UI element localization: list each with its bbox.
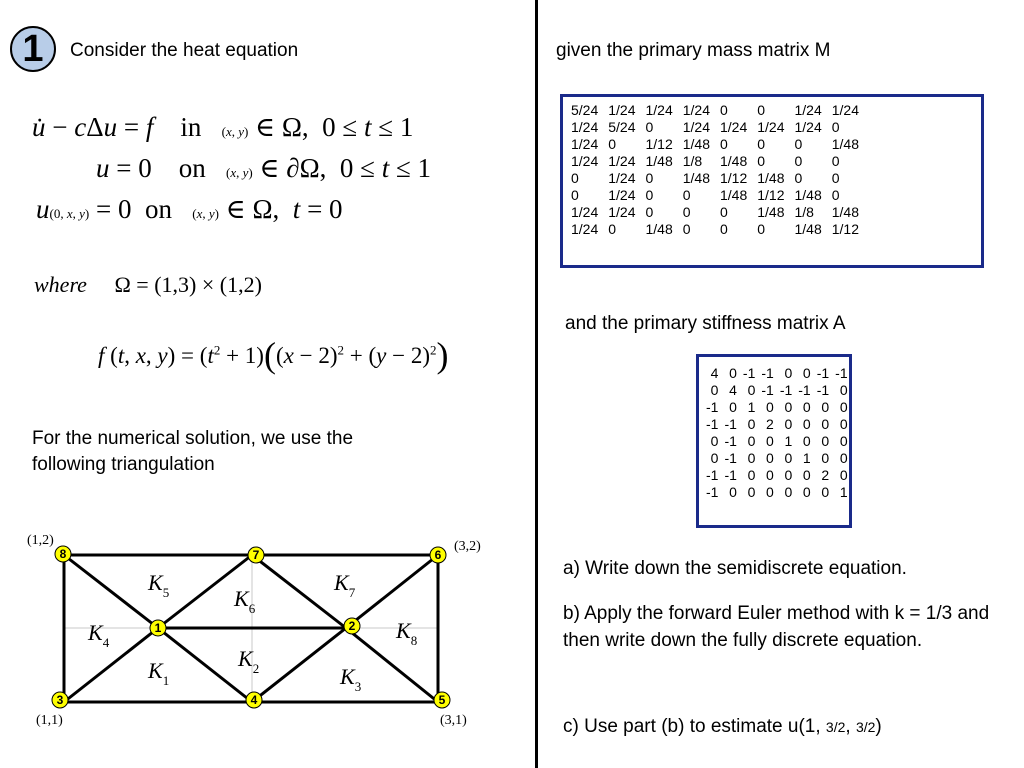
mass-matrix-cell: 0	[682, 221, 691, 237]
svg-text:7: 7	[252, 548, 260, 562]
stiffness-matrix-cell: 0	[802, 433, 811, 449]
mass-matrix-cell: 1/12	[757, 187, 785, 203]
node-4	[246, 692, 262, 708]
mass-matrix-row	[566, 102, 864, 119]
mass-matrix-cell: 1/24	[571, 153, 599, 169]
intro-text: Consider the heat equation	[70, 40, 299, 61]
stiffness-matrix-row	[703, 365, 851, 382]
stiffness-matrix-cell: -1	[742, 365, 756, 381]
node-7	[248, 547, 264, 563]
svg-text:3: 3	[56, 693, 64, 707]
stiffness-matrix-cell: 0	[821, 484, 830, 500]
mass-matrix-cell: 1/48	[831, 204, 859, 220]
column-divider	[535, 0, 538, 768]
node-3	[52, 692, 68, 708]
svg-text:1: 1	[154, 621, 162, 635]
mass-matrix-cell: 0	[571, 187, 579, 203]
triangulation-mesh	[20, 528, 500, 738]
stiffness-matrix-cell: -1	[724, 416, 737, 432]
mass-matrix-cell: 0	[757, 102, 766, 118]
stiffness-matrix-cell: -1	[761, 365, 774, 381]
stiffness-matrix-cell: -1	[816, 382, 830, 398]
stiffness-matrix-cell: 0	[784, 467, 793, 483]
mass-matrix-cell: 1/24	[794, 102, 822, 118]
stiffness-matrix-cell: 0	[802, 484, 811, 500]
stiffness-matrix-cell: 0	[839, 416, 848, 432]
mass-matrix-cell: 0	[645, 187, 654, 203]
mass-matrix-cell: 1/12	[720, 170, 748, 186]
mass-matrix-cell: 0	[682, 187, 691, 203]
stiffness-matrix-cell: -1	[706, 484, 719, 500]
stiffness-matrix-cell: 0	[839, 433, 848, 449]
equation-pde: u̇ − cΔu = f in (x, y) ∈ Ω, 0 ≤ t ≤ 1	[32, 112, 414, 142]
mass-matrix-cell: 0	[831, 153, 840, 169]
stiffness-matrix-row	[703, 416, 851, 433]
stiffness-matrix-cell: -1	[798, 382, 811, 398]
stiffness-matrix-cell: -1	[835, 365, 848, 381]
stiffness-matrix-cell: 0	[821, 433, 830, 449]
svg-text:2: 2	[348, 619, 356, 633]
mass-matrix-cell: 1/24	[608, 187, 636, 203]
stiffness-matrix-cell: 1	[839, 484, 848, 500]
domain-definition: where Ω = (1,3) × (1,2)	[34, 272, 262, 297]
node-8	[55, 546, 71, 562]
mass-matrix-row	[566, 204, 864, 221]
stiffness-matrix-cell: 0	[802, 416, 811, 432]
corner-label-br: (3,1)	[440, 713, 467, 728]
mass-matrix-cell: 1/48	[720, 187, 748, 203]
mass-matrix-cell: 1/24	[571, 119, 599, 135]
mass-matrix-cell: 0	[794, 170, 803, 186]
stiffness-matrix-cell: 0	[821, 416, 830, 432]
corner-label-tr: (3,2)	[454, 539, 481, 554]
mass-matrix-cell: 1/48	[645, 153, 673, 169]
mass-matrix-label: given the primary mass matrix M	[556, 40, 831, 61]
stiffness-matrix-cell: -1	[816, 365, 830, 381]
equation-initial: u(0, x, y) = 0 on (x, y) ∈ Ω, t = 0	[36, 194, 343, 224]
stiffness-matrix-row	[703, 399, 851, 416]
mass-matrix-cell: 0	[831, 119, 840, 135]
svg-text:5: 5	[438, 693, 446, 707]
mass-matrix-row	[566, 221, 864, 238]
stiffness-matrix-cell: 0	[766, 433, 774, 449]
mass-matrix-row	[566, 170, 864, 187]
mass-matrix-cell: 0	[794, 153, 803, 169]
stiffness-matrix-cell: 0	[747, 416, 756, 432]
mass-matrix-cell: 1/12	[831, 221, 859, 237]
node-1	[150, 620, 166, 636]
stiffness-matrix-cell: 0	[766, 399, 774, 415]
stiffness-matrix-cell: -1	[724, 450, 737, 466]
mass-matrix-cell: 1/24	[571, 204, 599, 220]
stiffness-matrix-cell: 0	[747, 484, 756, 500]
stiffness-matrix-cell: 1	[747, 399, 756, 415]
stiffness-matrix-cell: 0	[802, 365, 811, 381]
stiffness-matrix-cell: 0	[784, 450, 793, 466]
mass-matrix-cell: 0	[645, 170, 654, 186]
element-label-k1: $K_1$	[148, 658, 170, 688]
stiffness-matrix-cell: 0	[802, 467, 811, 483]
stiffness-matrix-cell: 0	[747, 433, 756, 449]
mass-matrix-cell: 0	[608, 221, 617, 237]
mass-matrix-cell: 0	[720, 136, 728, 152]
stiffness-matrix-cell: -1	[724, 467, 737, 483]
mass-matrix-cell: 1/24	[608, 153, 636, 169]
stiffness-matrix-cell: -1	[724, 433, 737, 449]
question-c	[563, 713, 882, 741]
mass-matrix-cell: 5/24	[608, 119, 636, 135]
stiffness-matrix-cell: 0	[839, 450, 848, 466]
stiffness-matrix-cell: 0	[729, 365, 737, 381]
mass-matrix-cell: 1/24	[645, 102, 673, 118]
stiffness-matrix-cell: 4	[729, 382, 737, 398]
mass-matrix-row	[566, 119, 864, 136]
mass-matrix-cell: 1/48	[645, 221, 673, 237]
question-b: b) Apply the forward Euler method with k = 1/3 and then write down the fully discrete equation.	[563, 603, 990, 651]
stiffness-matrix-row	[703, 433, 851, 450]
stiffness-matrix-cell: 0	[839, 382, 848, 398]
stiffness-matrix-cell: 1	[784, 433, 793, 449]
stiffness-matrix-cell: 0	[784, 365, 793, 381]
corner-label-bl: (1,1)	[36, 713, 63, 728]
equation-boundary: u = 0 on (x, y) ∈ ∂Ω, 0 ≤ t ≤ 1	[96, 153, 432, 183]
mass-matrix-cell: 1/24	[608, 170, 636, 186]
stiffness-matrix-cell: -1	[779, 382, 793, 398]
stiffness-matrix-cell: 0	[839, 467, 848, 483]
stiffness-matrix-cell: 0	[766, 450, 774, 466]
mass-matrix-cell: 1/8	[682, 153, 703, 169]
mass-matrix-cell: 0	[608, 136, 617, 152]
stiffness-matrix-cell: 0	[784, 416, 793, 432]
mass-matrix-cell: 1/48	[831, 136, 859, 152]
mass-matrix-cell: 1/48	[757, 170, 785, 186]
mass-matrix-cell: 0	[757, 153, 766, 169]
stiffness-matrix-cell: 0	[784, 484, 793, 500]
mass-matrix-cell: 1/48	[720, 153, 748, 169]
stiffness-matrix-cell: 0	[729, 399, 737, 415]
element-label-k4: $K_4$	[88, 620, 110, 650]
mass-matrix-cell: 5/24	[571, 102, 599, 118]
element-label-k3: $K_3$	[340, 664, 362, 694]
mass-matrix-cell: 1/8	[794, 204, 814, 220]
stiffness-matrix-cell: 0	[821, 399, 830, 415]
stiffness-matrix-table	[703, 365, 851, 501]
numerical-text: For the numerical solution, we use the following triangulation	[32, 428, 354, 475]
mass-matrix-cell: 1/24	[757, 119, 785, 135]
mass-matrix-cell: 1/48	[794, 221, 822, 237]
mass-matrix-cell: 0	[571, 170, 579, 186]
mass-matrix-cell: 1/12	[645, 136, 673, 152]
mass-matrix-table	[566, 102, 864, 238]
svg-text:6: 6	[434, 548, 442, 562]
element-label-k2: $K_2$	[238, 646, 260, 676]
stiffness-matrix-cell: -1	[706, 467, 719, 483]
stiffness-matrix-cell: 0	[747, 450, 756, 466]
stiffness-matrix-cell: -1	[706, 416, 719, 432]
mass-matrix-cell: 0	[645, 119, 654, 135]
mass-matrix-cell: 0	[720, 102, 728, 118]
svg-text:8: 8	[59, 547, 67, 561]
question-c-sep: ,	[845, 716, 856, 737]
stiffness-matrix-cell: 0	[729, 484, 737, 500]
mass-matrix-cell: 0	[757, 221, 766, 237]
stiffness-matrix-row	[703, 484, 851, 501]
question-c-end: )	[875, 716, 882, 737]
question-c-x: 3/2	[825, 719, 846, 735]
mass-matrix-cell: 0	[757, 136, 766, 152]
stiffness-matrix-row	[703, 382, 851, 399]
mass-matrix-cell: 0	[682, 204, 691, 220]
stiffness-matrix-cell: 0	[710, 433, 719, 449]
stiffness-matrix-cell: 0	[839, 399, 848, 415]
mass-matrix-cell: 1/24	[720, 119, 748, 135]
stiffness-matrix-row	[703, 467, 851, 484]
mass-matrix-cell: 1/48	[682, 136, 710, 152]
node-5	[434, 692, 450, 708]
stiffness-matrix-label: and the primary stiffness matrix A	[565, 313, 846, 334]
mass-matrix-row	[566, 187, 864, 204]
source-function: f (t, x, $y) = (t^2 + 1)((x - 2)^2 + (y - 2)^2)$	[98, 335, 449, 375]
svg-text:4: 4	[250, 693, 258, 707]
stiffness-matrix	[696, 354, 852, 528]
mass-matrix-cell: 1/24	[794, 119, 822, 135]
stiffness-matrix-row	[703, 450, 851, 467]
element-label-k5: $K_5$	[148, 570, 170, 600]
element-label-k8: $K_8$	[396, 618, 418, 648]
stiffness-matrix-cell: -1	[706, 399, 719, 415]
stiffness-matrix-cell: -1	[761, 382, 774, 398]
mass-matrix	[560, 94, 984, 268]
mass-matrix-cell: 1/24	[571, 221, 599, 237]
mass-matrix-cell: 0	[794, 136, 803, 152]
stiffness-matrix-cell: 0	[710, 450, 719, 466]
mass-matrix-cell: 1/48	[757, 204, 785, 220]
mass-matrix-cell: 1/24	[831, 102, 859, 118]
node-2	[344, 618, 360, 634]
mass-matrix-cell: 0	[831, 170, 840, 186]
mass-matrix-row	[566, 153, 864, 170]
mass-matrix-cell: 1/24	[608, 102, 636, 118]
stiffness-matrix-cell: 2	[766, 416, 774, 432]
question-c-y: 3/2	[855, 719, 876, 735]
question-a: a) Write down the semidiscrete equation.	[563, 558, 907, 579]
where-label: where	[34, 272, 87, 297]
element-label-k7: $K_7$	[334, 570, 356, 600]
stiffness-matrix-cell: 0	[766, 467, 774, 483]
mass-matrix-cell: 0	[645, 204, 654, 220]
stiffness-matrix-cell: 0	[821, 450, 830, 466]
mass-matrix-cell: 0	[831, 187, 840, 203]
element-label-k6: $K_6$	[234, 586, 256, 616]
mass-matrix-row	[566, 136, 864, 153]
stiffness-matrix-cell: 0	[766, 484, 774, 500]
question-c-text: c) Use part (b) to estimate u(1,	[563, 716, 826, 737]
mass-matrix-cell: 1/24	[608, 204, 636, 220]
corner-label-tl: (1,2)	[27, 533, 54, 548]
stiffness-matrix-cell: 4	[710, 365, 719, 381]
stiffness-matrix-cell: 1	[802, 450, 811, 466]
stiffness-matrix-cell: 0	[802, 399, 811, 415]
stiffness-matrix-cell: 0	[710, 382, 719, 398]
mass-matrix-cell: 1/48	[682, 170, 710, 186]
mass-matrix-cell: 1/24	[682, 102, 710, 118]
mass-matrix-cell: 1/24	[682, 119, 710, 135]
stiffness-matrix-cell: 0	[784, 399, 793, 415]
stiffness-matrix-cell: 2	[821, 467, 830, 483]
stiffness-matrix-cell: 0	[747, 382, 756, 398]
mass-matrix-cell: 1/48	[794, 187, 822, 203]
slide-number-badge: 1	[10, 26, 56, 72]
mass-matrix-cell: 0	[720, 221, 728, 237]
stiffness-matrix-cell: 0	[747, 467, 756, 483]
node-6	[430, 547, 446, 563]
mass-matrix-cell: 0	[720, 204, 728, 220]
mass-matrix-cell: 1/24	[571, 136, 599, 152]
